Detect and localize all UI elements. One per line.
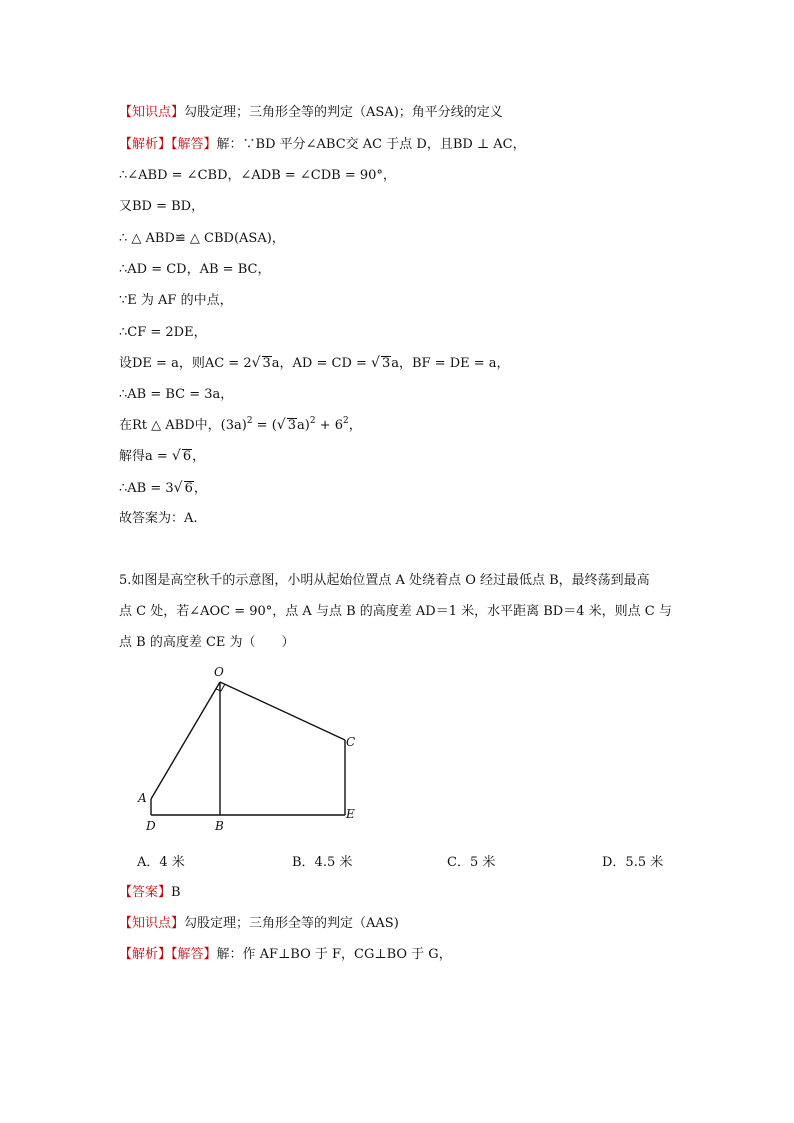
analysis-tag: 【解析】: [119, 137, 172, 152]
q5-knowledge-line: [119, 915, 399, 933]
q5-stem-line-1: 5.如图是高空秋千的示意图，小明从起始位置点 A 处绕着点 O 经过最低点 B，最终荡到最高: [119, 573, 650, 588]
sqrt-sign: √: [251, 355, 261, 371]
q4-step-2: ∴∠ABD = ∠CBD，∠ADB = ∠CDB = 90°，: [119, 168, 396, 183]
segment-oc: [220, 682, 345, 740]
radicand: 3: [381, 356, 391, 371]
q4-final-answer: 故答案为：A.: [119, 511, 198, 526]
q4-step-12: [119, 479, 207, 498]
q4-knowledge-line: [119, 104, 503, 122]
q4-solution-step-1: 解：∵BD 平分∠ABC交 AC 于点 D，且BD ⊥ AC，: [216, 137, 526, 152]
q5-stem-line-2: 点 C 处，若∠AOC = 90°，点 A 与点 B 的高度差 AD＝1 米，水平距离 BD＝4 米，则点 C 与: [119, 604, 672, 619]
option-d[interactable]: D．5.5 米: [602, 855, 664, 870]
radicand: 3: [287, 418, 296, 433]
sqrt-sign: √: [171, 448, 181, 464]
q4-step-11: [119, 447, 205, 466]
q5-stem-line-3: 点 B 的高度差 CE 为（ ）: [119, 635, 295, 650]
option-a[interactable]: A．4 米: [137, 855, 185, 870]
sqrt-sign: √: [371, 355, 380, 371]
sqrt-sign: √: [276, 417, 286, 433]
exponent: 2: [246, 416, 253, 426]
q4-step-10-part-1: 在Rt △ ABD中，(3a): [119, 418, 247, 433]
q5-answer-value: B: [171, 885, 181, 900]
label-c: C: [346, 735, 356, 749]
q4-step-8-part-3: a，BF = DE = a，: [391, 356, 510, 371]
label-e: E: [346, 807, 355, 821]
q4-step-8: [119, 354, 510, 373]
label-b: B: [215, 819, 224, 833]
q5-answer-line: [119, 884, 181, 902]
q4-step-12-part-1: ∴AB = 3: [119, 481, 174, 496]
solution-tag: 【解答】: [171, 137, 217, 152]
sqrt-sign: √: [173, 480, 183, 496]
radicand: 3: [262, 356, 271, 371]
q4-step-4: ∴ △ ABD≌ △ CBD(ASA)，: [119, 231, 285, 246]
q4-step-9: ∴AB = BC = 3a，: [119, 387, 234, 402]
q4-step-11-part-2: ，: [192, 449, 206, 464]
q4-step-10-part-5: ，: [348, 418, 362, 433]
radicand: 6: [182, 449, 192, 464]
q4-step-7: ∴CF = 2DE，: [119, 325, 207, 340]
q4-step-6: ∵E 为 AF 的中点，: [119, 293, 233, 308]
q4-step-10: [119, 416, 362, 435]
knowledge-tag: 【知识点】: [119, 105, 185, 120]
q4-step-10-part-4: + 6: [315, 418, 343, 433]
label-d: D: [146, 819, 156, 833]
label-a: A: [138, 791, 147, 805]
answer-tag: 【答案】: [119, 885, 172, 900]
radicand: 6: [184, 481, 193, 496]
q4-step-11-part-1: 解得a =: [119, 449, 172, 464]
exponent: 2: [342, 416, 349, 426]
q4-step-10-part-2: = (: [252, 418, 277, 433]
q4-step-3: 又BD = BD，: [119, 199, 205, 214]
solution-tag: 【解答】: [171, 947, 217, 962]
q4-knowledge-text: 勾股定理；三角形全等的判定（ASA)；角平分线的定义: [184, 105, 503, 120]
q4-step-8-part-1: 设DE = a，则AC = 2: [119, 356, 252, 371]
q4-solution-line: [119, 136, 526, 154]
option-c[interactable]: C．5 米: [447, 855, 496, 870]
q4-step-10-part-3: a): [296, 418, 310, 433]
q5-knowledge-text: 勾股定理；三角形全等的判定（AAS): [184, 916, 399, 931]
q4-step-5: ∴AD = CD，AB = BC，: [119, 262, 271, 277]
option-b[interactable]: B．4.5 米: [292, 855, 353, 870]
exponent: 2: [309, 416, 316, 426]
label-o: O: [214, 665, 224, 679]
swing-diagram: [130, 660, 370, 838]
analysis-tag: 【解析】: [119, 947, 172, 962]
q5-solution-line: [119, 946, 452, 964]
segment-oa: [151, 682, 220, 799]
q4-step-8-part-2: a，AD = CD =: [271, 356, 372, 371]
q4-step-12-part-2: ，: [193, 481, 207, 496]
q5-solution-text: 解：作 AF⊥BO 于 F，CG⊥BO 于 G，: [216, 947, 452, 962]
knowledge-tag: 【知识点】: [119, 916, 185, 931]
